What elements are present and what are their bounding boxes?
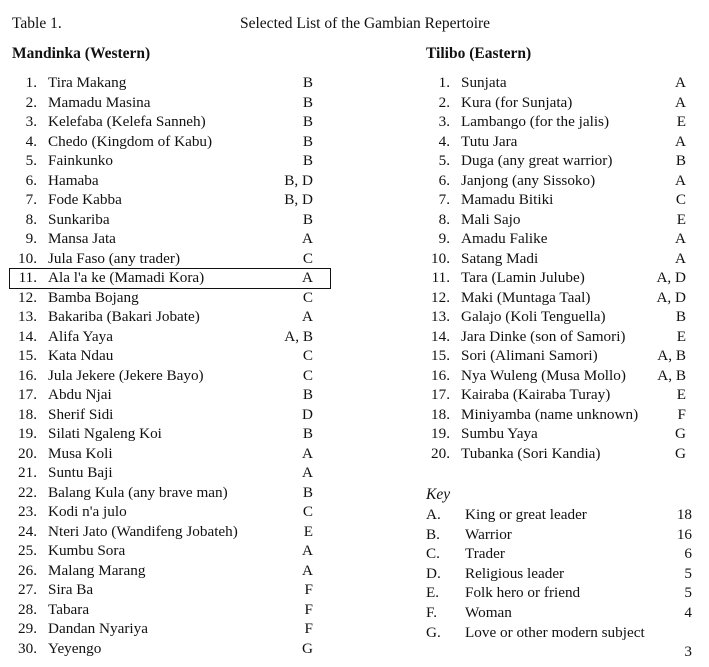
item-number: 20. [18, 444, 37, 462]
item-name: Maki (Muntaga Taal) [461, 288, 591, 306]
item-category: E [676, 113, 686, 130]
key-label: Woman [465, 603, 512, 621]
key-letter: D. [426, 564, 441, 582]
item-number: 18. [18, 405, 37, 423]
item-number: 2. [438, 93, 450, 111]
list-item [410, 229, 700, 249]
item-number: 4. [25, 132, 37, 150]
key-item [410, 564, 692, 584]
list-item [0, 424, 330, 444]
item-category: G [675, 444, 686, 462]
key-letter: B. [426, 525, 440, 543]
item-name: Mamadu Masina [48, 93, 151, 111]
item-category: B, D [284, 171, 313, 189]
item-number: 21. [18, 464, 37, 481]
item-name: Tutu Jara [461, 132, 518, 150]
item-name: Ala l'a ke (Mamadi Kora) [48, 269, 205, 286]
item-number: 2. [25, 93, 37, 111]
item-category: B [302, 93, 313, 111]
item-category: B [302, 113, 313, 130]
item-name: Balang Kula (any brave man) [48, 483, 228, 501]
list-item [410, 346, 700, 366]
item-category: A [302, 230, 313, 247]
item-number: 16. [18, 366, 37, 384]
list-item [0, 327, 330, 347]
item-name: Satang Madi [461, 249, 539, 267]
item-number: 5. [438, 152, 450, 169]
item-number: 9. [25, 230, 37, 247]
item-name: Fode Kabba [48, 191, 122, 208]
item-number: 19. [431, 425, 450, 442]
list-item [0, 405, 330, 425]
item-category: F [677, 405, 686, 423]
key-letter: E. [426, 584, 440, 602]
item-number: 14. [431, 327, 450, 345]
key-label: Religious leader [465, 564, 565, 582]
list-item [410, 327, 700, 347]
item-number: 15. [18, 347, 37, 364]
item-number: 19. [18, 425, 37, 442]
tilibo-list [410, 73, 700, 463]
list-item [0, 385, 330, 405]
item-number: 18. [431, 405, 450, 423]
list-item [0, 171, 330, 191]
item-number: 8. [438, 210, 450, 228]
item-number: 24. [18, 522, 37, 540]
key-label: Folk hero or friend [465, 584, 581, 602]
item-name: Nya Wuleng (Musa Mollo) [461, 366, 626, 384]
tilibo-heading: Tilibo (Eastern) [426, 45, 532, 62]
list-item [0, 580, 330, 600]
item-number: 22. [18, 483, 37, 501]
item-name: Yeyengo [48, 639, 102, 657]
item-name: Sunkariba [48, 210, 110, 228]
item-number: 30. [18, 639, 37, 657]
item-category: A, B [284, 327, 313, 345]
item-number: 12. [431, 288, 450, 306]
item-name: Sori (Alimani Samori) [461, 347, 598, 364]
table-label: Table 1. [12, 15, 62, 32]
item-number: 15. [431, 347, 450, 364]
item-name: Kura (for Sunjata) [461, 93, 573, 111]
item-number: 3. [438, 113, 450, 130]
item-category: C [302, 288, 313, 306]
key-letter: G. [426, 623, 441, 641]
item-name: Dandan Nyariya [48, 620, 148, 637]
key-item [410, 583, 692, 603]
item-number: 27. [18, 581, 37, 598]
key-item [410, 505, 692, 525]
key-item [410, 544, 692, 564]
item-number: 6. [438, 171, 450, 189]
item-category: A [302, 269, 313, 286]
item-category: F [304, 620, 313, 637]
item-category: A [302, 542, 313, 559]
item-category: A [302, 444, 313, 462]
item-category: A [675, 249, 686, 267]
list-item [0, 229, 330, 249]
key-count: 4 [684, 603, 692, 621]
table-title: Selected List of the Gambian Repertoire [240, 15, 491, 32]
list-item [0, 288, 330, 308]
item-name: Mamadu Bitiki [461, 191, 554, 208]
item-category: A, B [657, 366, 686, 384]
key-item [410, 623, 692, 662]
key-label: King or great leader [465, 506, 587, 523]
list-item [0, 522, 330, 542]
item-number: 11. [18, 269, 37, 286]
item-number: 3. [25, 113, 37, 130]
item-name: Amadu Falike [461, 230, 548, 247]
item-name: Alifa Yaya [48, 327, 113, 345]
item-name: Musa Koli [48, 444, 113, 462]
item-number: 7. [438, 191, 450, 208]
item-name: Janjong (any Sissoko) [461, 171, 596, 189]
list-item [410, 93, 700, 113]
item-name: Hamaba [48, 171, 99, 189]
item-name: Jula Jekere (Jekere Bayo) [48, 366, 204, 384]
item-number: 12. [18, 288, 37, 306]
list-item [410, 424, 700, 444]
item-number: 1. [438, 74, 450, 91]
list-item [410, 307, 700, 327]
item-number: 13. [431, 308, 450, 325]
item-category: A [675, 74, 686, 91]
list-item [0, 483, 330, 503]
item-category: D [302, 405, 313, 423]
key-count: 6 [684, 545, 692, 563]
list-item [410, 190, 700, 210]
list-item [0, 600, 330, 620]
item-category: A [675, 230, 686, 247]
list-item [410, 366, 700, 386]
item-name: Jula Faso (any trader) [48, 249, 181, 267]
key-item [410, 525, 692, 545]
item-number: 9. [438, 230, 450, 247]
mandinka-heading: Mandinka (Western) [12, 45, 151, 62]
item-name: Jara Dinke (son of Samori) [461, 327, 626, 345]
list-item [0, 463, 330, 483]
list-item [410, 288, 700, 308]
item-number: 25. [18, 542, 37, 559]
key-count: 5 [684, 564, 692, 582]
list-item [410, 171, 700, 191]
item-category: A [675, 93, 686, 111]
list-item [0, 210, 330, 230]
item-name: Galajo (Koli Tenguella) [461, 308, 606, 325]
list-item [0, 619, 330, 639]
item-name: Abdu Njai [48, 386, 112, 403]
item-name: Miniyamba (name unknown) [461, 405, 639, 423]
item-number: 14. [18, 327, 37, 345]
item-number: 28. [18, 600, 37, 618]
list-item [0, 366, 330, 386]
list-item [0, 132, 330, 152]
item-category: E [676, 210, 686, 228]
item-name: Chedo (Kingdom of Kabu) [48, 132, 213, 150]
item-number: 23. [18, 503, 37, 520]
key-label: Love or other modern subject [465, 623, 645, 641]
item-name: Tubanka (Sori Kandia) [461, 444, 601, 462]
list-item [410, 73, 700, 93]
list-item [0, 93, 330, 113]
item-number: 10. [18, 249, 37, 267]
list-item [410, 210, 700, 230]
key-count: 18 [676, 506, 692, 523]
key-label: Warrior [465, 525, 512, 543]
list-item [410, 444, 700, 464]
list-item [0, 541, 330, 561]
item-category: A, D [656, 269, 686, 286]
list-item [410, 132, 700, 152]
list-item [410, 249, 700, 269]
list-item [0, 639, 330, 659]
item-number: 26. [18, 561, 37, 579]
item-category: B, D [284, 191, 313, 208]
key-list [410, 505, 692, 662]
item-category: A [302, 464, 313, 481]
item-category: A, D [656, 288, 686, 306]
item-category: B [675, 152, 686, 169]
key-item [410, 603, 692, 623]
mandinka-list [0, 73, 330, 658]
item-category: G [302, 639, 313, 657]
list-item [410, 405, 700, 425]
item-number: 29. [18, 620, 37, 637]
item-category: B [675, 308, 686, 325]
list-item [0, 268, 330, 288]
item-name: Kodi n'a julo [48, 503, 127, 520]
item-category: A [302, 561, 313, 579]
item-name: Tira Makang [48, 74, 127, 91]
item-category: B [302, 152, 313, 169]
item-category: B [302, 483, 313, 501]
key-label: Trader [465, 545, 505, 563]
list-item [410, 385, 700, 405]
item-name: Bakariba (Bakari Jobate) [48, 308, 200, 325]
key-heading: Key [426, 486, 451, 503]
item-category: B [302, 210, 313, 228]
list-item [410, 268, 700, 288]
item-name: Kairaba (Kairaba Turay) [461, 386, 611, 403]
item-name: Tabara [48, 600, 90, 618]
item-name: Suntu Baji [48, 464, 113, 481]
item-number: 17. [431, 386, 450, 403]
key-count: 3 [684, 643, 692, 661]
item-number: 20. [431, 444, 450, 462]
item-category: F [304, 581, 313, 598]
item-name: Sherif Sidi [48, 405, 114, 423]
item-number: 7. [25, 191, 37, 208]
item-name: Malang Marang [48, 561, 146, 579]
item-name: Sumbu Yaya [461, 425, 538, 442]
item-number: 1. [25, 74, 37, 91]
item-category: C [302, 249, 313, 267]
item-number: 5. [25, 152, 37, 169]
list-item [0, 190, 330, 210]
key-letter: F. [426, 603, 438, 621]
item-number: 10. [431, 249, 450, 267]
item-name: Sira Ba [48, 581, 94, 598]
list-item [410, 112, 700, 132]
item-name: Lambango (for the jalis) [461, 113, 610, 130]
list-item [0, 151, 330, 171]
item-name: Tara (Lamin Julube) [461, 269, 585, 286]
item-category: B [302, 386, 313, 403]
item-category: C [302, 347, 313, 364]
key-count: 16 [676, 525, 692, 543]
item-category: G [675, 425, 686, 442]
item-number: 16. [431, 366, 450, 384]
item-category: C [302, 503, 313, 520]
item-category: A [675, 132, 686, 150]
item-name: Duga (any great warrior) [461, 152, 613, 169]
item-category: C [302, 366, 313, 384]
item-name: Nteri Jato (Wandifeng Jobateh) [48, 522, 238, 540]
item-category: E [676, 386, 686, 403]
list-item [0, 502, 330, 522]
item-category: A, B [657, 347, 686, 364]
item-category: E [303, 522, 313, 540]
item-name: Kata Ndau [48, 347, 114, 364]
list-item [0, 249, 330, 269]
list-item [0, 346, 330, 366]
key-letter: C. [426, 545, 440, 563]
item-category: B [302, 74, 313, 91]
item-name: Bamba Bojang [48, 288, 139, 306]
item-number: 17. [18, 386, 37, 403]
item-category: A [302, 308, 313, 325]
key-letter: A. [426, 506, 441, 523]
item-category: C [675, 191, 686, 208]
item-number: 6. [25, 171, 37, 189]
item-category: F [304, 600, 313, 618]
item-category: E [676, 327, 686, 345]
item-name: Fainkunko [48, 152, 113, 169]
item-category: A [675, 171, 686, 189]
item-name: Sunjata [461, 74, 507, 91]
item-category: B [302, 425, 313, 442]
list-item [0, 444, 330, 464]
item-name: Kelefaba (Kelefa Sanneh) [48, 113, 206, 130]
item-number: 13. [18, 308, 37, 325]
item-name: Mansa Jata [48, 230, 116, 247]
item-number: 8. [25, 210, 37, 228]
item-name: Kumbu Sora [48, 542, 126, 559]
item-number: 11. [431, 269, 450, 286]
list-item [0, 561, 330, 581]
item-name: Mali Sajo [461, 210, 521, 228]
item-category: B [302, 132, 313, 150]
list-item [0, 73, 330, 93]
list-item [0, 112, 330, 132]
key-count: 5 [684, 584, 692, 602]
list-item [0, 307, 330, 327]
item-name: Silati Ngaleng Koi [48, 425, 162, 442]
item-number: 4. [438, 132, 450, 150]
list-item [410, 151, 700, 171]
